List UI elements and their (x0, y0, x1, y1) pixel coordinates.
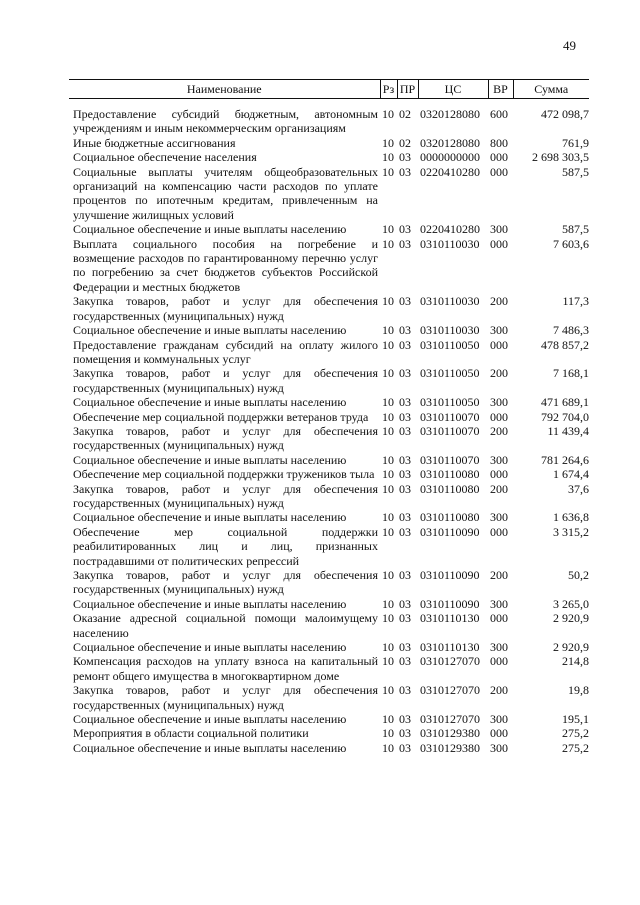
table-row (69, 726, 589, 740)
cell-vr: 300 (490, 323, 508, 338)
cell-cs: 0310110030 (420, 236, 480, 251)
cell-pr: 03 (399, 236, 411, 251)
table-row (69, 510, 589, 524)
cell-name: Закупка товаров, работ и услуг для обеспечения государственных (муниципальных) нужд (73, 481, 378, 510)
cell-sum: 2 920,9 (553, 611, 589, 626)
cell-rz: 10 (382, 135, 394, 150)
cell-pr: 03 (399, 683, 411, 698)
cell-rz: 10 (382, 726, 394, 741)
cell-pr: 03 (399, 654, 411, 669)
cell-pr: 03 (399, 150, 411, 165)
cell-vr: 300 (490, 510, 508, 525)
cell-pr: 03 (399, 726, 411, 741)
cell-name: Социальное обеспечение и иные выплаты населению (73, 510, 347, 525)
table-row (69, 410, 589, 424)
table-row (69, 597, 589, 611)
cell-name: Предоставление гражданам субсидий на оплату жилого помещения и коммунальных услуг (73, 337, 378, 366)
cell-cs: 0310110050 (420, 395, 480, 410)
cell-cs: 0000000000 (420, 150, 480, 165)
table-row (69, 323, 589, 337)
cell-cs: 0310127070 (420, 712, 480, 727)
cell-name: Социальное обеспечение и иные выплаты населению (73, 596, 347, 611)
table-row (69, 640, 589, 654)
cell-sum: 7 603,6 (553, 236, 589, 251)
table-row (69, 150, 589, 164)
cell-cs: 0310110130 (420, 640, 480, 655)
cell-sum: 195,1 (562, 712, 589, 727)
cell-vr: 000 (490, 164, 508, 179)
cell-name: Оказание адресной социальной помощи малоимущему населению (73, 611, 378, 640)
cell-cs: 0310110030 (420, 294, 480, 309)
cell-sum: 7 486,3 (553, 323, 589, 338)
cell-pr: 03 (399, 481, 411, 496)
table-header-row (69, 80, 589, 99)
table-row (69, 99, 589, 136)
cell-rz: 10 (382, 366, 394, 381)
cell-name: Предоставление субсидий бюджетным, автономным учреждениям и иным некоммерческим организациям (73, 107, 378, 136)
cell-name: Социальное обеспечение населения (73, 150, 257, 165)
cell-vr: 800 (490, 135, 508, 150)
cell-pr: 03 (399, 222, 411, 237)
cell-sum: 478 857,2 (541, 337, 589, 352)
cell-pr: 03 (399, 568, 411, 582)
cell-rz: 10 (382, 611, 394, 626)
cell-vr: 000 (490, 337, 508, 352)
cell-rz: 10 (382, 107, 394, 121)
cell-name: Компенсация расходов на уплату взноса на капитальный ремонт общего имущества в многоквартирном доме (73, 654, 378, 683)
cell-rz: 10 (382, 481, 394, 496)
table-row (69, 654, 589, 683)
cell-pr: 02 (399, 107, 411, 121)
cell-sum: 2 920,9 (553, 640, 589, 655)
cell-name: Социальное обеспечение и иные выплаты населению (73, 452, 347, 467)
cell-cs: 0220410280 (420, 222, 480, 237)
cell-rz: 10 (382, 524, 394, 539)
cell-rz: 10 (382, 467, 394, 482)
cell-sum: 587,5 (562, 164, 589, 179)
cell-vr: 000 (490, 654, 508, 669)
cell-rz: 10 (382, 654, 394, 669)
cell-pr: 03 (399, 395, 411, 410)
cell-sum: 50,2 (568, 568, 589, 582)
header-name: Наименование (69, 80, 380, 99)
cell-rz: 10 (382, 640, 394, 655)
cell-name: Закупка товаров, работ и услуг для обеспечения государственных (муниципальных) нужд (73, 683, 378, 712)
cell-cs: 0310110090 (420, 524, 480, 539)
cell-name: Выплата социального пособия на погребение и возмещение расходов по гарантированному перечню услуг по погребению за счет бюджетов субъектов Российской Федерации и местных бюджетов (73, 236, 378, 294)
cell-pr: 03 (399, 452, 411, 467)
cell-cs: 0310110080 (420, 510, 480, 525)
cell-name: Обеспечение мер социальной поддержки ветеранов труда (73, 409, 369, 424)
cell-vr: 000 (490, 236, 508, 251)
cell-name: Социальное обеспечение и иные выплаты населению (73, 640, 347, 655)
cell-cs: 0310127070 (420, 654, 480, 669)
cell-vr: 300 (490, 596, 508, 611)
cell-cs: 0310110080 (420, 467, 480, 482)
table-row (69, 222, 589, 236)
table-row (69, 395, 589, 409)
cell-cs: 0320128080 (420, 107, 480, 121)
cell-vr: 200 (490, 294, 508, 309)
cell-rz: 10 (382, 683, 394, 698)
cell-rz: 10 (382, 395, 394, 410)
cell-cs: 0310110130 (420, 611, 480, 626)
cell-rz: 10 (382, 236, 394, 251)
cell-vr: 300 (490, 395, 508, 410)
cell-vr: 000 (490, 524, 508, 539)
cell-cs: 0310110090 (420, 568, 480, 582)
table-row (69, 611, 589, 640)
cell-vr: 200 (490, 683, 508, 698)
table-body (69, 99, 589, 756)
cell-sum: 471 689,1 (541, 395, 589, 410)
cell-pr: 03 (399, 712, 411, 727)
table-row (69, 294, 589, 323)
cell-pr: 03 (399, 323, 411, 338)
cell-sum: 117,3 (562, 294, 589, 309)
cell-rz: 10 (382, 740, 394, 755)
cell-sum: 1 636,8 (553, 510, 589, 525)
table-row (69, 165, 589, 223)
cell-sum: 275,2 (562, 740, 589, 755)
cell-pr: 03 (399, 611, 411, 626)
cell-cs: 0310127070 (420, 683, 480, 698)
cell-name: Социальные выплаты учителям общеобразовательных организаций на компенсацию части расходов по уплате процентов по ипотечным кредитам, привлеченным на улучшение жилищных условий (73, 164, 378, 222)
table-row (69, 482, 589, 511)
cell-name: Социальное обеспечение и иные выплаты населению (73, 712, 347, 727)
table-row (69, 712, 589, 726)
cell-sum: 587,5 (562, 222, 589, 237)
cell-cs: 0310110090 (420, 596, 480, 611)
cell-pr: 03 (399, 366, 411, 381)
cell-name: Социальное обеспечение и иные выплаты населению (73, 395, 347, 410)
cell-rz: 10 (382, 323, 394, 338)
table-row (69, 741, 589, 755)
table-row (69, 683, 589, 712)
cell-vr: 300 (490, 452, 508, 467)
cell-pr: 03 (399, 640, 411, 655)
cell-sum: 781 264,6 (541, 452, 589, 467)
cell-name: Социальное обеспечение и иные выплаты населению (73, 222, 347, 237)
cell-name: Социальное обеспечение и иные выплаты населению (73, 323, 347, 338)
cell-cs: 0310110050 (420, 337, 480, 352)
cell-vr: 200 (490, 366, 508, 381)
table-row (69, 338, 589, 367)
cell-rz: 10 (382, 337, 394, 352)
table-row (69, 568, 589, 597)
cell-vr: 300 (490, 740, 508, 755)
cell-sum: 7 168,1 (553, 366, 589, 381)
cell-cs: 0220410280 (420, 164, 480, 179)
cell-vr: 000 (490, 467, 508, 482)
cell-pr: 03 (399, 337, 411, 352)
header-cs: ЦС (418, 80, 488, 99)
cell-sum: 1 674,4 (553, 467, 589, 482)
cell-name: Иные бюджетные ассигнования (73, 135, 236, 150)
cell-rz: 10 (382, 409, 394, 424)
cell-sum: 472 098,7 (541, 107, 589, 121)
cell-cs: 0310129380 (420, 726, 480, 741)
cell-cs: 0310129380 (420, 740, 480, 755)
cell-rz: 10 (382, 164, 394, 179)
cell-sum: 275,2 (562, 726, 589, 741)
cell-vr: 200 (490, 423, 508, 438)
cell-sum: 11 439,4 (547, 423, 589, 438)
cell-name: Обеспечение мер социальной поддержки реабилитированных лиц и лиц, признанных пострадавшими от политических репрессий (73, 524, 378, 568)
cell-pr: 03 (399, 467, 411, 482)
cell-rz: 10 (382, 510, 394, 525)
cell-name: Мероприятия в области социальной политики (73, 726, 309, 741)
cell-vr: 600 (490, 107, 508, 121)
cell-cs: 0310110070 (420, 452, 480, 467)
cell-sum: 792 704,0 (541, 409, 589, 424)
cell-vr: 200 (490, 481, 508, 496)
cell-name: Закупка товаров, работ и услуг для обеспечения государственных (муниципальных) нужд (73, 294, 378, 323)
cell-name: Социальное обеспечение и иные выплаты населению (73, 740, 347, 755)
cell-vr: 200 (490, 568, 508, 582)
cell-sum: 761,9 (562, 135, 589, 150)
table-row (69, 237, 589, 295)
cell-vr: 300 (490, 712, 508, 727)
table-row (69, 525, 589, 568)
cell-sum: 2 698 303,5 (532, 150, 589, 165)
budget-table (69, 79, 589, 755)
cell-sum: 214,8 (562, 654, 589, 669)
cell-sum: 37,6 (568, 481, 589, 496)
table-row (69, 453, 589, 467)
cell-cs: 0320128080 (420, 135, 480, 150)
cell-rz: 10 (382, 568, 394, 582)
cell-name: Закупка товаров, работ и услуг для обеспечения государственных (муниципальных) нужд (73, 568, 378, 597)
cell-rz: 10 (382, 452, 394, 467)
cell-name: Закупка товаров, работ и услуг для обеспечения государственных (муниципальных) нужд (73, 423, 378, 453)
cell-cs: 0310110080 (420, 481, 480, 496)
cell-name: Закупка товаров, работ и услуг для обеспечения государственных (муниципальных) нужд (73, 366, 378, 395)
cell-rz: 10 (382, 423, 394, 438)
cell-name: Обеспечение мер социальной поддержки тружеников тыла (73, 467, 375, 482)
cell-pr: 02 (399, 135, 411, 150)
cell-pr: 03 (399, 294, 411, 309)
cell-cs: 0310110070 (420, 423, 480, 438)
cell-sum: 19,8 (568, 683, 589, 698)
table-row (69, 424, 589, 453)
cell-pr: 03 (399, 423, 411, 438)
cell-rz: 10 (382, 150, 394, 165)
page-number: 49 (563, 38, 576, 53)
table-row (69, 366, 589, 395)
cell-vr: 000 (490, 150, 508, 165)
cell-vr: 000 (490, 726, 508, 741)
cell-cs: 0310110030 (420, 323, 480, 338)
cell-rz: 10 (382, 294, 394, 309)
cell-vr: 000 (490, 611, 508, 626)
cell-pr: 03 (399, 740, 411, 755)
header-rz: Рз (380, 80, 397, 99)
cell-pr: 03 (399, 164, 411, 179)
cell-rz: 10 (382, 712, 394, 727)
table-row (69, 467, 589, 481)
cell-vr: 300 (490, 222, 508, 237)
cell-cs: 0310110070 (420, 409, 480, 424)
cell-vr: 000 (490, 409, 508, 424)
header-sum: Сумма (513, 80, 589, 99)
cell-sum: 3 265,0 (553, 596, 589, 611)
cell-pr: 03 (399, 409, 411, 424)
cell-pr: 03 (399, 510, 411, 525)
cell-pr: 03 (399, 596, 411, 611)
cell-pr: 03 (399, 524, 411, 539)
header-pr: ПР (397, 80, 418, 99)
header-vr: ВР (488, 80, 513, 99)
cell-vr: 300 (490, 640, 508, 655)
cell-rz: 10 (382, 222, 394, 237)
cell-rz: 10 (382, 596, 394, 611)
table-row (69, 136, 589, 150)
cell-cs: 0310110050 (420, 366, 480, 381)
cell-sum: 3 315,2 (553, 524, 589, 539)
